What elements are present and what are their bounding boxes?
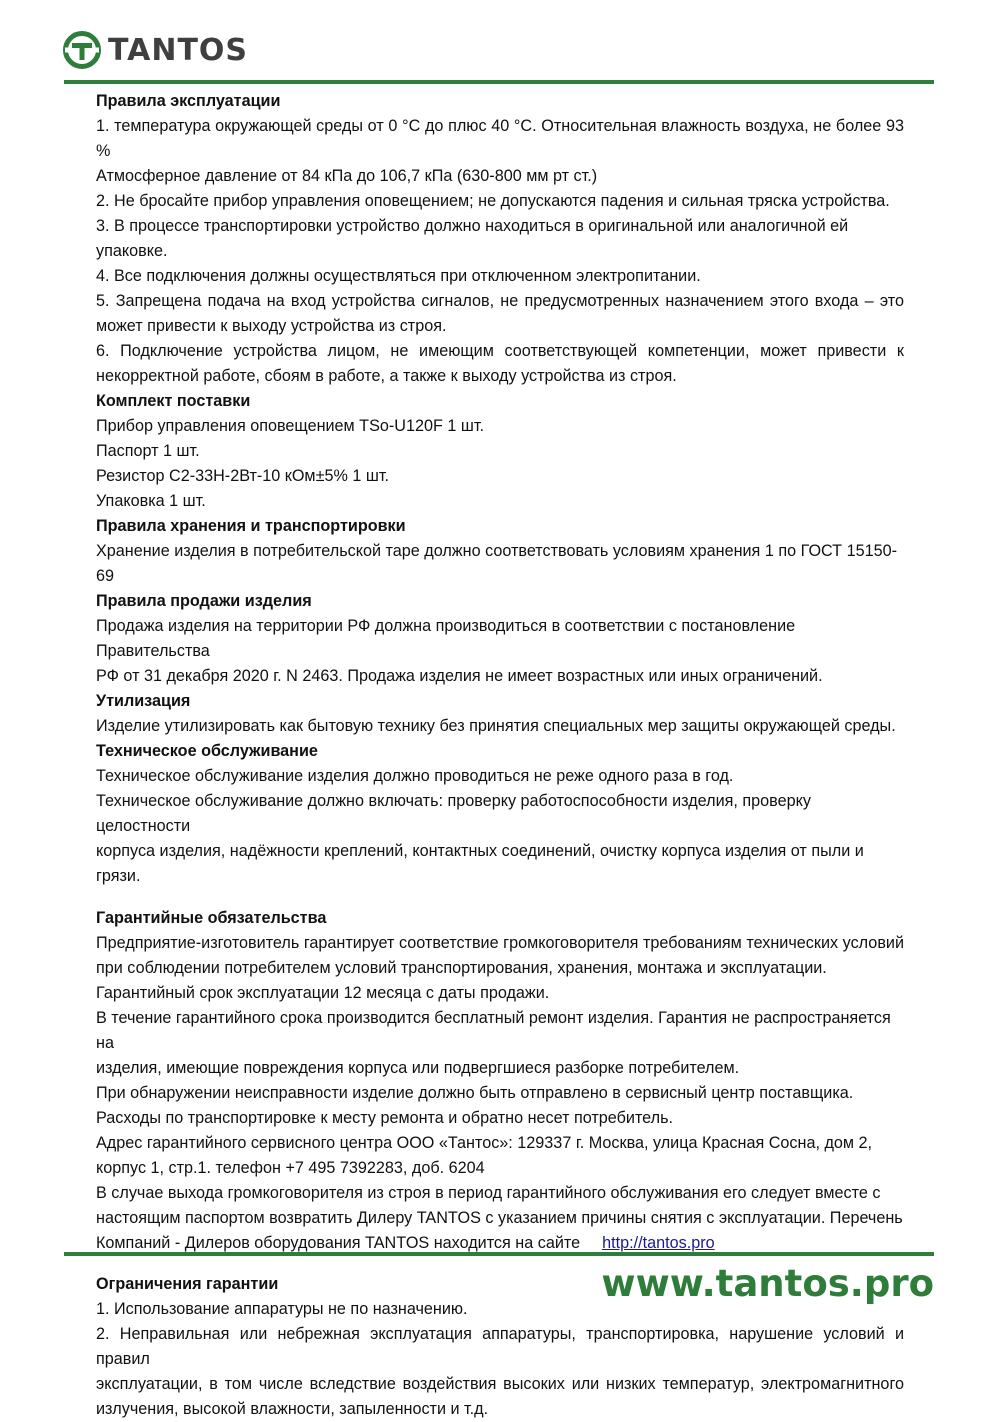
text-line: Паспорт 1 шт. [96,442,200,460]
dealers-site-link[interactable]: http://tantos.pro [602,1234,715,1252]
text-line: Упаковка 1 шт. [96,492,206,510]
text-line: 1. Использование аппаратуры не по назначению. [96,1300,468,1318]
header [62,28,248,72]
text-line: корпуса изделия, надёжности креплений, контактных соединений, очистку корпуса изделия от пыли и грязи. [96,842,864,885]
text-line: Изделие утилизировать как бытовую технику без принятия специальных мер защиты окружающей среды. [96,717,896,735]
tantos-circle-logo-icon [62,30,102,70]
text-line: 4. Все подключения должны осуществляться при отключенном электропитании. [96,267,701,285]
header-divider [64,80,934,84]
text-line: Гарантийный срок эксплуатации 12 месяца с даты продажи. [96,984,550,1002]
brand-name: TANTOS [108,32,249,68]
section-title-kit: Комплект поставки [96,392,251,410]
text-line: Атмосферное давление от 84 кПа до 106,7 кПа (630-800 мм рт ст.) [96,167,598,185]
text-line: Продажа изделия на территории РФ должна производиться в соответствии с постановление Правительства [96,617,796,660]
text-line: Прибор управления оповещением TSo-U120F 1 шт. [96,417,484,435]
text-line: Хранение изделия в потребительской таре должно соответствовать условиям хранения 1 по ГОСТ 15150-69 [96,542,897,585]
section-title-usage: Правила эксплуатации [96,92,281,110]
text-line: Резистор С2-33Н-2Вт-10 кОм±5% 1 шт. [96,467,389,485]
text-line: 6. Подключение устройства лицом, не имеющим соответствующей компетенции, может привести к [96,342,904,360]
footer-website: www.tantos.pro [601,1262,934,1305]
text-line: изделия, имеющие повреждения корпуса или подвергшиеся разборке потребителем. [96,1059,740,1077]
text-line: При обнаружении неисправности изделие должно быть отправлено в сервисный центр поставщика. [96,1084,854,1102]
text-line: 5. Запрещена подача на вход устройства сигналов, не предусмотренных назначением этого входа – это [96,292,904,310]
text-line: РФ от 31 декабря 2020 г. N 2463. Продажа изделия не имеет возрастных или иных ограничений. [96,667,823,685]
document-body [96,89,904,1422]
section-title-warranty: Гарантийные обязательства [96,909,327,927]
section-title-service: Техническое обслуживание [96,742,318,760]
text-line: 3. В процессе транспортировки устройство должно находиться в оригинальной или аналогичной ей упаковке. [96,217,849,260]
text-line: корпус 1, стр.1. телефон +7 495 7392283, доб. 6204 [96,1159,485,1177]
section-title-sale: Правила продажи изделия [96,592,312,610]
text-line: Компаний - Дилеров оборудования TANTOS находится на сайте [96,1234,581,1252]
text-line: 1. температура окружающей среды от 0 °С до плюс 40 °С. Относительная влажность воздуха, не более 93 % [96,117,904,160]
text-line: В течение гарантийного срока производится бесплатный ремонт изделия. Гарантия не распространяется на [96,1009,891,1052]
text-line: Техническое обслуживание изделия должно проводиться не реже одного раза в год. [96,767,734,785]
text-line: может привести к выходу устройства из строя. [96,317,447,335]
text-line: эксплуатации, в том числе вследствие воздействия высоких или низких температур, электромагнитного [96,1375,904,1393]
section-title-storage: Правила хранения и транспортировки [96,517,406,535]
text-line: Техническое обслуживание должно включать: проверку работоспособности изделия, проверку целостности [96,792,811,835]
text-line: 2. Не бросайте прибор управления оповещением; не допускаются падения и сильная тряска устройства. [96,192,890,210]
text-line: настоящим паспортом возвратить Дилеру TANTOS с указанием причины снятия с эксплуатации. Перечень [96,1209,903,1227]
text-line: Расходы по транспортировке к месту ремонта и обратно несет потребитель. [96,1109,674,1127]
section-title-limits: Ограничения гарантии [96,1275,279,1293]
text-line: при соблюдении потребителем условий транспортирования, хранения, монтажа и эксплуатации. [96,959,827,977]
text-line: Адрес гарантийного сервисного центра ООО «Тантос»: 129337 г. Москва, улица Красная Сосна, дом 2, [96,1134,873,1152]
text-line: излучения, высокой влажности, запыленности и т.д. [96,1400,489,1418]
text-line: Предприятие-изготовитель гарантирует соответствие громкоговорителя требованиям технических условий [96,934,904,952]
text-line: 2. Неправильная или небрежная эксплуатация аппаратуры, транспортировка, нарушение условий и правил [96,1325,904,1368]
text-line: В случае выхода громкоговорителя из строя в период гарантийного обслуживания его следует вместе с [96,1184,881,1202]
section-title-disposal: Утилизация [96,692,191,710]
text-line: некорректной работе, сбоям в работе, а также к выходу устройства из строя. [96,367,677,385]
footer-divider [64,1252,934,1256]
